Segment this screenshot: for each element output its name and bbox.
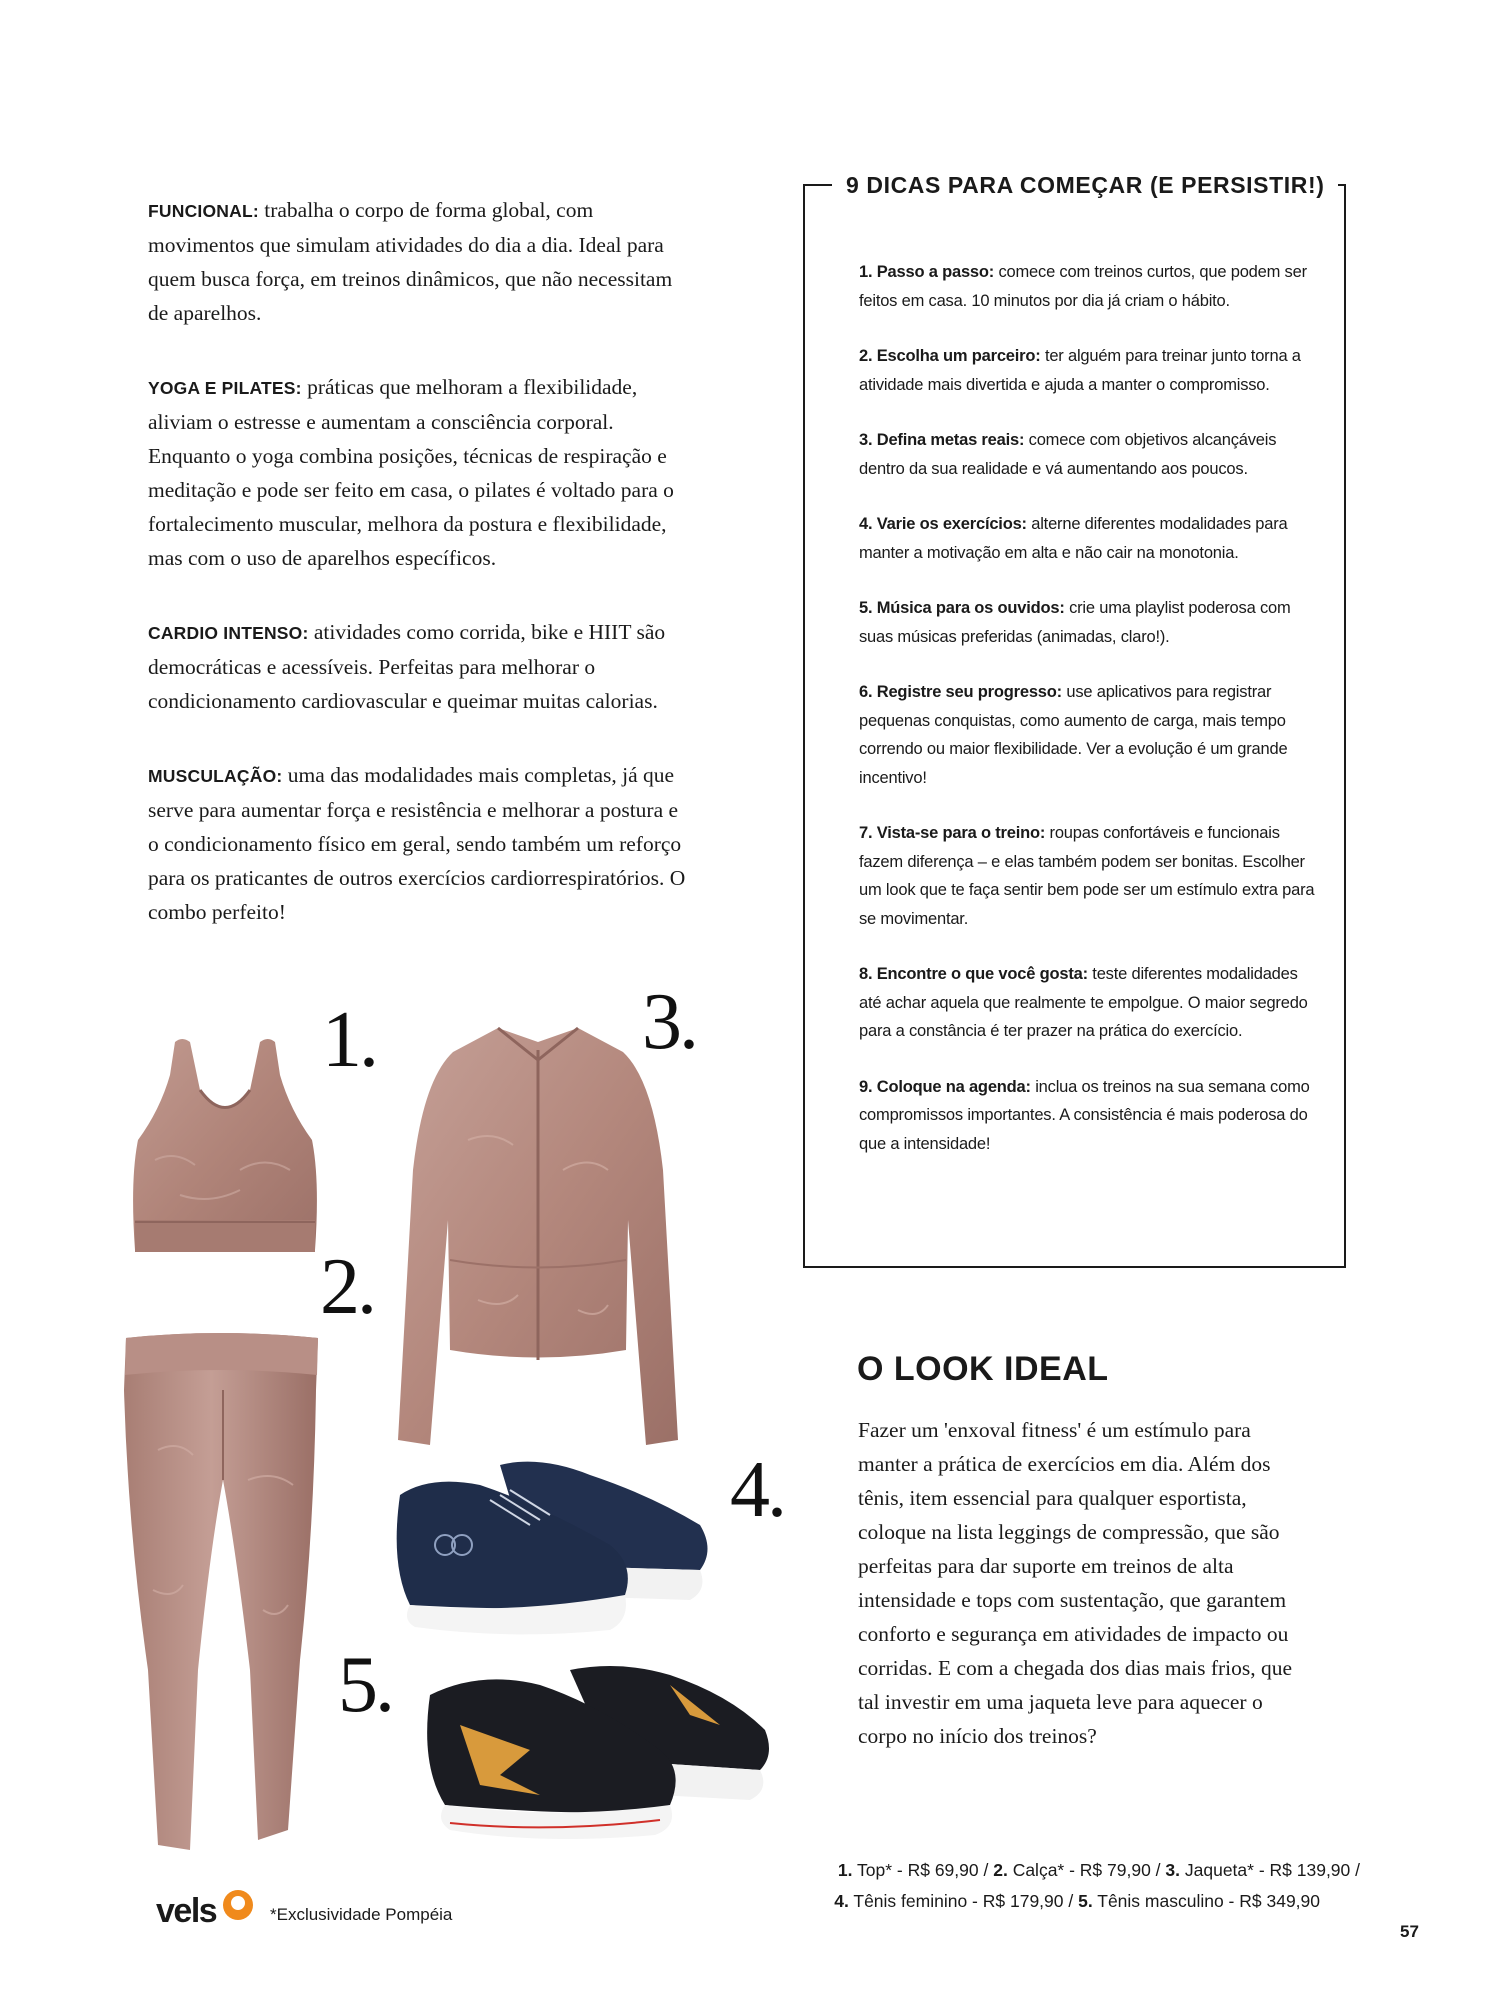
look-title: O LOOK IDEAL [857, 1350, 1109, 1388]
tip-text: comece com objetivos alcançáveis dentro da sua realidade e vá aumentando aos poucos. [859, 431, 1277, 478]
tip-text: inclua os treinos na sua semana como compromissos importantes. A consistência é mais poderosa do que a intensidade! [859, 1077, 1310, 1153]
tip-item [859, 819, 1319, 933]
tips-list [859, 258, 1319, 1185]
tip-item [859, 960, 1319, 1046]
price-number: 2. [993, 1860, 1008, 1880]
tip-text: use aplicativos para registrar pequenas conquistas, como aumento de carga, mais tempo correndo ou maior flexibilidade. Ver a evolução é um grande incentivo! [859, 683, 1288, 787]
section-musculacao [148, 758, 688, 929]
section-heading: YOGA E PILATES: [148, 378, 302, 398]
tip-heading: 7. Vista-se para o treino: [859, 824, 1046, 842]
section-heading: FUNCIONAL: [148, 201, 259, 221]
tip-item [859, 426, 1319, 483]
activity-descriptions [148, 193, 688, 969]
price-list [780, 1855, 1360, 1917]
tip-item [859, 258, 1319, 315]
tip-item [859, 510, 1319, 567]
tip-text: teste diferentes modalidades até achar aquela que realmente te empolgue. O maior segredo para a constância é ter prazer na prática do exercício. [859, 965, 1308, 1040]
product-number-1: 1. [322, 996, 376, 1084]
tip-text: alterne diferentes modalidades para manter a motivação em alta e não cair na monotonia. [859, 515, 1288, 562]
page-number: 57 [1400, 1922, 1419, 1941]
tip-text: roupas confortáveis e funcionais fazem diferença – e elas também podem ser bonitas. Escolher um look que te faça sentir bem pode ser um estímulo extra para se movimentar. [859, 824, 1315, 928]
tip-item [859, 1073, 1319, 1159]
section-cardio [148, 615, 688, 718]
look-text: Fazer um 'enxoval fitness' é um estímulo para manter a prática de exercícios em dia. Além dos tênis, item essencial para qualquer esportista, coloque na lista leggings de compressão, que são perfeitas para dar suporte em treinos de alta intensidade e tops com sustentação, que garantem conforto e segurança em atividades de impacto ou corridas. E com a chegada dos dias mais frios, que tal investir em uma jaqueta leve para aquecer o corpo no início dos treinos? [858, 1418, 1293, 1748]
product-number-4: 4. [730, 1446, 784, 1534]
tip-item [859, 678, 1319, 792]
tips-title: 9 DICAS PARA COMEÇAR (E PERSISTIR!) [832, 169, 1338, 201]
tip-heading: 5. Música para os ouvidos: [859, 599, 1065, 617]
price-text: Jaqueta* - R$ 139,90 / [1180, 1860, 1360, 1880]
vels-logo [156, 1890, 266, 1940]
section-text: atividades como corrida, bike e HIIT são democráticas e acessíveis. Perfeitas para melhorar o condicionamento cardiovascular e queimar muitas calorias. [148, 620, 666, 713]
section-funcional [148, 193, 688, 330]
tip-text: comece com treinos curtos, que podem ser feitos em casa. 10 minutos por dia já criam o hábito. [859, 263, 1307, 310]
tip-heading: 9. Coloque na agenda: [859, 1077, 1031, 1096]
tip-item [859, 342, 1319, 399]
tip-item [859, 594, 1319, 651]
tip-text: ter alguém para treinar junto torna a atividade mais divertida e ajuda a manter o compromisso. [859, 347, 1301, 394]
tip-heading: 6. Registre seu progresso: [859, 683, 1062, 701]
exclusivity-note: *Exclusividade Pompéia [270, 1905, 453, 1924]
section-text: uma das modalidades mais completas, já que serve para aumentar força e resistência e melhorar a postura e o condicionamento físico em geral, sendo também um reforço para os praticantes de outros exercícios cardiorrespiratórios. O combo perfeito! [148, 763, 686, 924]
tip-text: crie uma playlist poderosa com suas músicas preferidas (animadas, claro!). [859, 599, 1291, 646]
section-heading: CARDIO INTENSO: [148, 623, 309, 643]
price-text: Tênis feminino - R$ 179,90 / [848, 1891, 1079, 1911]
tip-heading: 1. Passo a passo: [859, 263, 995, 281]
logo-mark-icon [223, 1890, 253, 1920]
price-line-1 [780, 1855, 1360, 1886]
logo-text: vels [156, 1892, 217, 1930]
section-yoga-pilates [148, 370, 688, 575]
leggings-image [118, 1330, 328, 1860]
section-heading: MUSCULAÇÃO: [148, 766, 283, 786]
tip-heading: 8. Encontre o que você gosta: [859, 965, 1088, 983]
price-number: 1. [837, 1860, 853, 1880]
sports-top-image [120, 1030, 330, 1270]
tip-heading: 3. Defina metas reais: [859, 431, 1025, 449]
tip-heading: 2. Escolha um parceiro: [859, 347, 1041, 365]
price-text: Calça* - R$ 79,90 / [1007, 1860, 1166, 1880]
jacket-image [378, 1020, 698, 1450]
price-number: 5. [1078, 1891, 1093, 1911]
tips-box [803, 172, 1346, 1268]
mens-sneakers-image [420, 1655, 780, 1845]
womens-sneakers-image [390, 1455, 720, 1645]
product-number-2: 2. [320, 1243, 374, 1331]
product-number-3: 3. [642, 978, 696, 1066]
section-text: trabalha o corpo de forma global, com movimentos que simulam atividades do dia a dia. Ideal para quem busca força, em treinos dinâmicos, que não necessitam de aparelhos. [148, 198, 673, 325]
price-text: Tênis masculino - R$ 349,90 [1092, 1891, 1320, 1911]
price-line-2 [780, 1886, 1360, 1917]
section-text: práticas que melhoram a flexibilidade, aliviam o estresse e aumentam a consciência corporal. Enquanto o yoga combina posições, técnicas de respiração e meditação e pode ser feito em casa, o pilates é voltado para o fortalecimento muscular, melhora da postura e flexibilidade, mas com o uso de aparelhos específicos. [148, 375, 674, 570]
price-number: 3. [1165, 1860, 1181, 1880]
price-number: 4. [834, 1891, 849, 1911]
tip-heading: 4. Varie os exercícios: [859, 515, 1027, 533]
price-text: Top* - R$ 69,90 / [852, 1860, 994, 1880]
product-number-5: 5. [338, 1641, 392, 1729]
